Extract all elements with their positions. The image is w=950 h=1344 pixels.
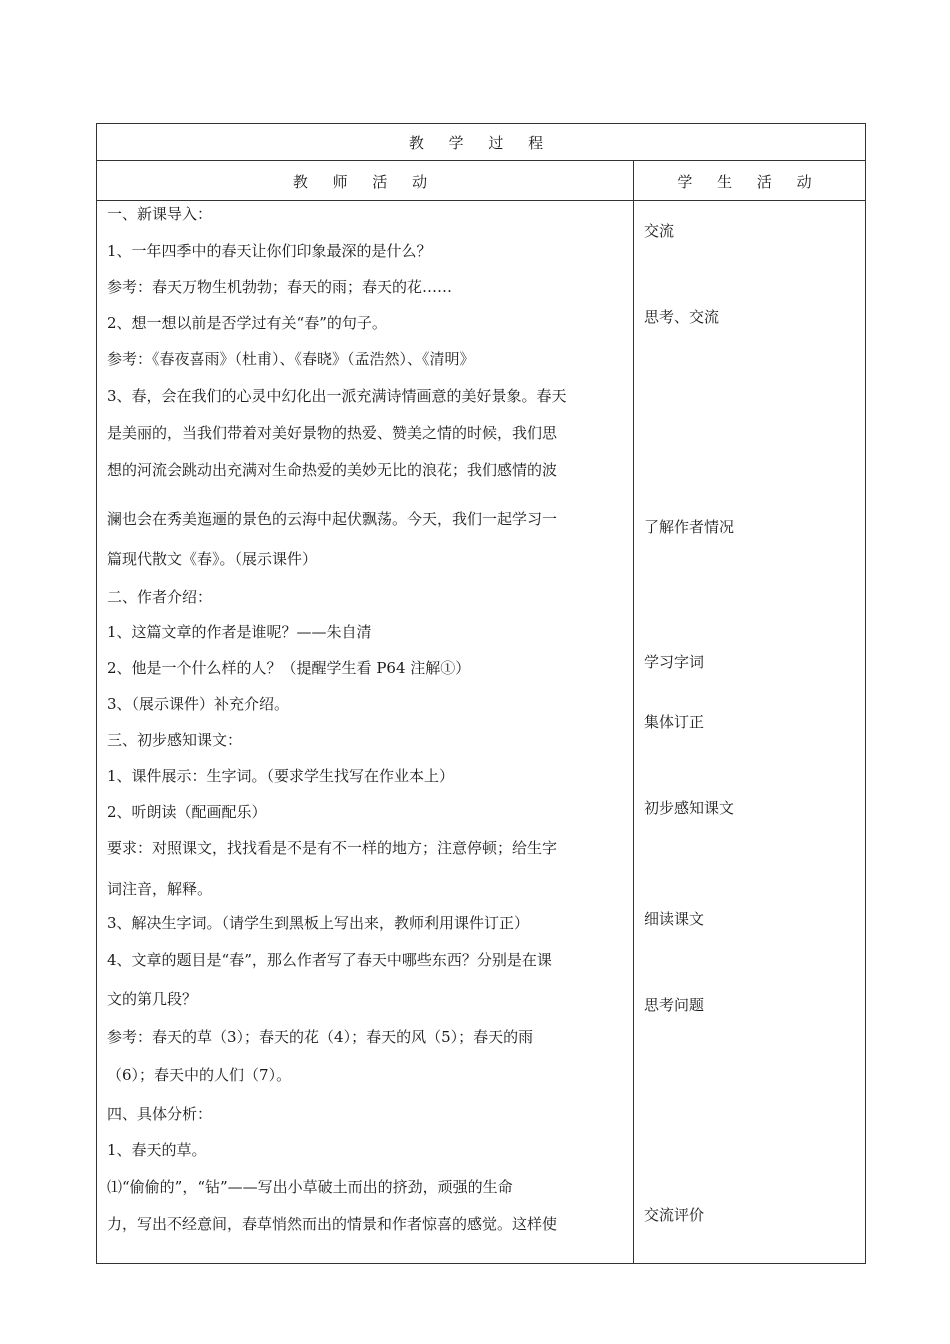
- teacher-line: 参考：春天的草（3）；春天的花（4）；春天的风（5）；春天的雨: [107, 1028, 534, 1046]
- teacher-line: 词注音，解释。: [107, 880, 213, 898]
- teacher-line: 三、初步感知课文：: [107, 731, 243, 749]
- teacher-line: （6）；春天中的人们（7）。: [107, 1066, 292, 1084]
- teacher-line: 想的河流会跳动出充满对生命热爱的美妙无比的浪花；我们感情的波: [107, 461, 558, 479]
- teacher-line: 3、解决生字词。（请学生到黑板上写出来，教师利用课件订正）: [107, 914, 530, 932]
- student-activity-item: 了解作者情况: [644, 518, 735, 536]
- teacher-line: 1、课件展示：生字词。（要求学生找写在作业本上）: [107, 767, 455, 785]
- student-activity-item: 细读课文: [644, 910, 705, 928]
- student-activity-item: 交流: [644, 222, 675, 240]
- student-activity-item: 学习字词: [644, 653, 705, 671]
- teacher-line: 参考：《春夜喜雨》（杜甫）、《春晓》（孟浩然）、《清明》: [107, 350, 475, 368]
- teacher-line: 3、春，会在我们的心灵中幻化出一派充满诗情画意的美好景象。春天: [107, 387, 567, 405]
- student-activity-item: 初步感知课文: [644, 799, 735, 817]
- teacher-line: 是美丽的，当我们带着对美好景物的热爱、赞美之情的时候，我们思: [107, 424, 558, 442]
- column-divider: [633, 161, 634, 1264]
- table-header-row: [97, 161, 865, 201]
- teacher-line: 2、他是一个什么样的人？（提醒学生看 P64 注解①）: [107, 659, 471, 677]
- student-activity-header: 学 生 活 动: [677, 172, 822, 191]
- teacher-line: 四、具体分析：: [107, 1105, 213, 1123]
- teacher-line: 文的第几段？: [107, 990, 198, 1008]
- teacher-line: 二、作者介绍：: [107, 588, 213, 606]
- teacher-line: 2、想一想以前是否学过有关“春”的句子。: [107, 314, 387, 332]
- teacher-line: 1、一年四季中的春天让你们印象最深的是什么？: [107, 242, 432, 260]
- teacher-line: ⑴“偷偷的”，“钻”——写出小草破土而出的挤劲，顽强的生命: [107, 1178, 513, 1196]
- teacher-line: 参考：春天万物生机勃勃；春天的雨；春天的花……: [107, 278, 453, 296]
- student-activity-item: 集体订正: [644, 713, 705, 731]
- teacher-line: 2、听朗读（配画配乐）: [107, 803, 267, 821]
- teacher-line: 3、（展示课件）补充介绍。: [107, 695, 290, 713]
- teacher-line: 澜也会在秀美迤逦的景色的云海中起伏飘荡。今天，我们一起学习一: [107, 510, 558, 528]
- teacher-line: 1、春天的草。: [107, 1141, 207, 1159]
- student-activity-item: 思考问题: [644, 996, 705, 1014]
- teacher-activity-header: 教 师 活 动: [292, 172, 438, 191]
- teacher-line: 4、文章的题目是“春”，那么作者写了春天中哪些东西？分别是在课: [107, 951, 552, 969]
- teacher-line: 一、新课导入：: [107, 205, 213, 223]
- teacher-line: 力，写出不经意间，春草悄然而出的情景和作者惊喜的感觉。这样使: [107, 1215, 558, 1233]
- teacher-line: 篇现代散文《春》。（展示课件）: [107, 550, 318, 568]
- teacher-line: 要求：对照课文，找找看是不是有不一样的地方；注意停顿；给生字: [107, 839, 558, 857]
- student-activity-item: 交流评价: [644, 1206, 705, 1224]
- lesson-process-table: [96, 123, 866, 1264]
- teacher-line: 1、这篇文章的作者是谁呢？——朱自清: [107, 623, 372, 641]
- student-activity-item: 思考、交流: [644, 308, 720, 326]
- table-title: 教 学 过 程: [97, 124, 865, 161]
